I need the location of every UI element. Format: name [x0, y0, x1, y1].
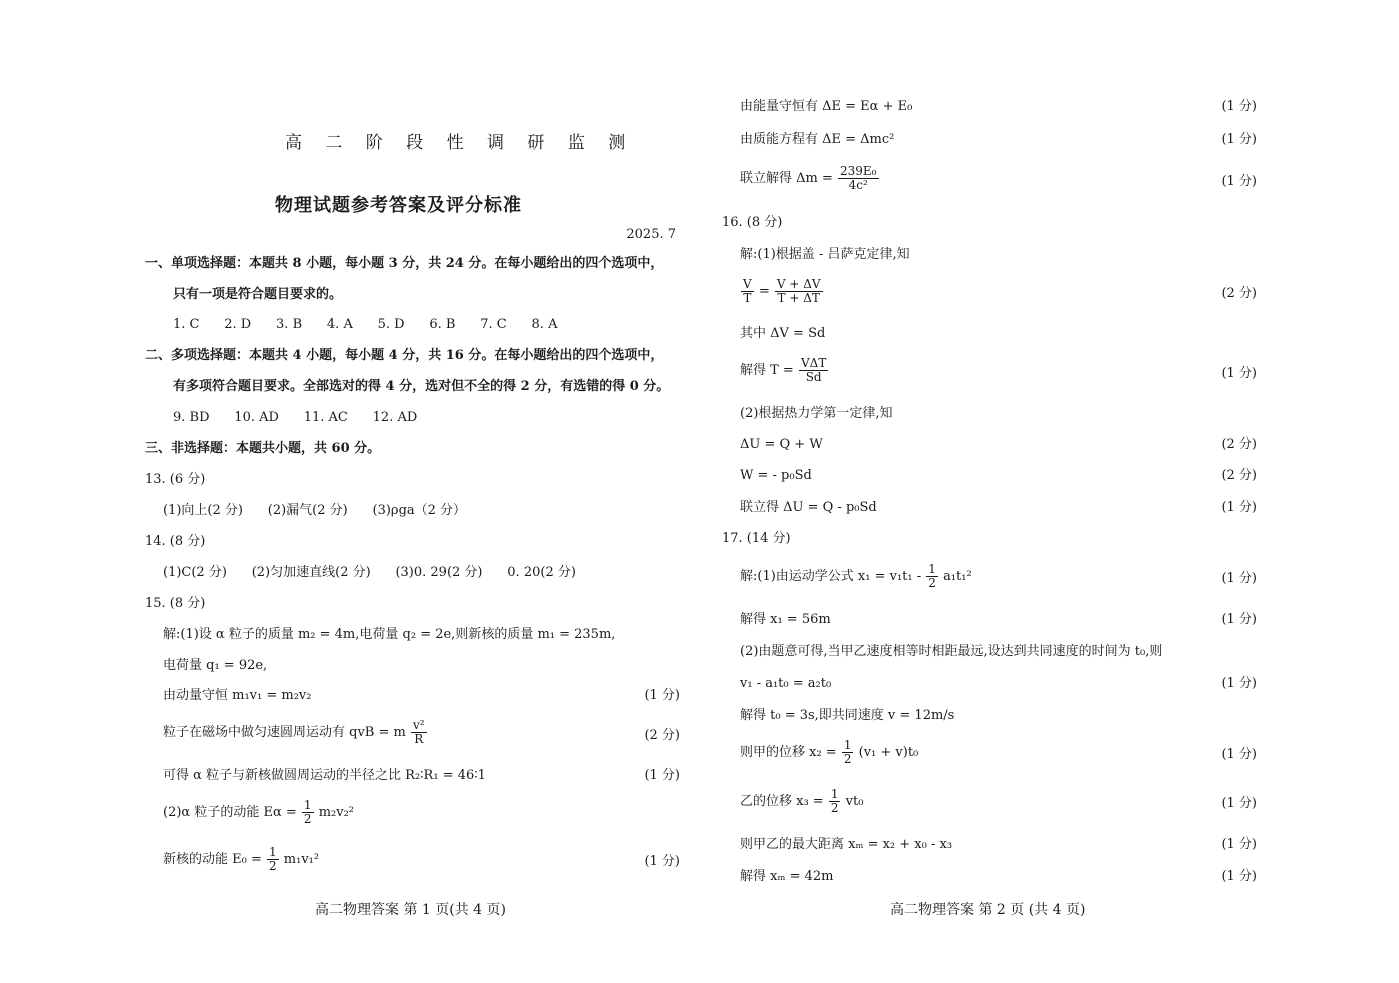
- q16-line1: 解:(1)根据盖 - 吕萨克定律,知: [740, 247, 910, 262]
- q17-line8: 则甲乙的最大距离 xₘ = x₂ + x₀ - x₃: [740, 837, 953, 852]
- q16-line2: [740, 278, 824, 305]
- q17-line4: v₁ - a₁t₀ = a₂t₀: [740, 676, 832, 691]
- q17-line7-tail: vt₀: [845, 794, 864, 809]
- q16-line8: 联立得 ΔU = Q - p₀Sd: [740, 500, 877, 515]
- q16-line7-score: (2 分): [1221, 468, 1257, 483]
- q15-line9: 由质能方程有 ΔE = Δmc²: [740, 132, 895, 147]
- section2-answers: 9. BD 10. AD 11. AC 12. AD: [173, 410, 418, 425]
- fraction: [838, 165, 878, 192]
- q15-line6-tail: m₂v₂²: [318, 805, 354, 820]
- fraction-num: 1: [303, 798, 312, 812]
- fraction-num: 1: [843, 738, 852, 752]
- q15-line5: 可得 α 粒子与新核做圆周运动的半径之比 R₂∶R₁ = 46∶1: [163, 768, 486, 783]
- fraction-den: R: [414, 732, 424, 746]
- q17-line1-score: (1 分): [1221, 571, 1257, 586]
- q15-line3: 由动量守恒 m₁v₁ = m₂v₂: [163, 688, 312, 703]
- q15-line10-score: (1 分): [1221, 174, 1257, 189]
- fraction-num: v²: [412, 718, 425, 732]
- document-title: 物理试题参考答案及评分标准: [275, 195, 522, 216]
- fraction-den: 4c²: [848, 178, 868, 192]
- exam-title: 高 二 阶 段 性 调 研 监 测: [285, 133, 635, 153]
- section3-heading: 三、非选择题：本题共小题，共 60 分。: [145, 441, 381, 456]
- q15-line8: 由能量守恒有 ΔE = Eα + E₀: [740, 99, 913, 114]
- fraction-half: [302, 799, 314, 826]
- fraction-half: [842, 739, 854, 766]
- q15-line4: [163, 719, 428, 746]
- q17-line2-score: (1 分): [1221, 612, 1257, 627]
- section1-heading-cont: 只有一项是符合题目要求的。: [173, 287, 343, 302]
- section1-heading: 一、单项选择题：本题共 8 小题，每小题 3 分，共 24 分。在每小题给出的四个选项中，: [145, 256, 664, 271]
- q17-line6-text: 则甲的位移 x₂ =: [740, 745, 837, 760]
- fraction-den: 2: [830, 801, 839, 815]
- q13-header: 13. (6 分): [145, 472, 206, 487]
- fraction-den: 2: [303, 812, 312, 826]
- q15-line8-score: (1 分): [1221, 99, 1257, 114]
- q16-line4-text: 解得 T =: [740, 363, 794, 378]
- q15-line7: [163, 846, 319, 873]
- page-footer-left: 高二物理答案 第 1 页(共 4 页): [315, 902, 506, 918]
- q14-header: 14. (8 分): [145, 534, 206, 549]
- q16-line6: ΔU = Q + W: [740, 437, 823, 452]
- q16-line7: W = - p₀Sd: [740, 468, 812, 483]
- q17-line6: [740, 739, 918, 766]
- q15-line6: [163, 799, 354, 826]
- fraction: [799, 357, 828, 384]
- q17-line9: 解得 xₘ = 42m: [740, 869, 834, 884]
- fraction-num: V + ΔV: [776, 277, 821, 291]
- fraction-num: V: [743, 277, 752, 291]
- q15-line5-score: (1 分): [644, 768, 680, 783]
- q17-line6-score: (1 分): [1221, 747, 1257, 762]
- q15-line6-text: (2)α 粒子的动能 Eα =: [163, 805, 297, 820]
- q17-line5: 解得 t₀ = 3s,即共同速度 v = 12m/s: [740, 708, 955, 723]
- q13-answer: (1)向上(2 分) (2)漏气(2 分) (3)ρga（2 分）: [163, 503, 467, 518]
- fraction: [775, 278, 823, 305]
- fraction: [741, 278, 754, 305]
- q17-line6-tail: (v₁ + v)t₀: [858, 745, 919, 760]
- q17-line8-score: (1 分): [1221, 837, 1257, 852]
- fraction-num: 239E₀: [840, 164, 877, 178]
- q15-header: 15. (8 分): [145, 596, 206, 611]
- q17-line7: [740, 788, 863, 815]
- q17-line2: 解得 x₁ = 56m: [740, 612, 831, 627]
- q16-line4: [740, 357, 829, 384]
- fraction-half: [829, 788, 841, 815]
- equals-sign: =: [758, 284, 770, 299]
- q17-line1-tail: a₁t₁²: [943, 569, 972, 584]
- q17-header: 17. (14 分): [722, 531, 791, 546]
- q17-line1-text: 解:(1)由运动学公式 x₁ = v₁t₁ -: [740, 569, 922, 584]
- q15-line7-score: (1 分): [644, 854, 680, 869]
- q16-line2-score: (2 分): [1221, 286, 1257, 301]
- q17-line3: (2)由题意可得,当甲乙速度相等时相距最远,设达到共同速度的时间为 t₀,则: [740, 644, 1163, 659]
- fraction-den: T: [743, 291, 752, 305]
- q17-line4-score: (1 分): [1221, 676, 1257, 691]
- q17-line7-text: 乙的位移 x₃ =: [740, 794, 824, 809]
- fraction: [411, 719, 427, 746]
- q16-line5: (2)根据热力学第一定律,知: [740, 406, 893, 421]
- q15-line2: 电荷量 q₁ = 92e,: [163, 658, 268, 673]
- q16-line3: 其中 ΔV = Sd: [740, 326, 826, 341]
- q15-line4-text: 粒子在磁场中做匀速圆周运动有 qvB = m: [163, 725, 406, 740]
- q16-line8-score: (1 分): [1221, 500, 1257, 515]
- q17-line1: [740, 563, 972, 590]
- fraction-den: 2: [269, 859, 277, 873]
- q15-line7-tail: m₁v₁²: [283, 852, 320, 867]
- fraction-half: [926, 563, 938, 590]
- fraction-num: 1: [269, 845, 277, 859]
- q15-line7-text: 新核的动能 E₀ =: [163, 852, 262, 867]
- q16-line6-score: (2 分): [1221, 437, 1257, 452]
- page-footer-right: 高二物理答案 第 2 页 (共 4 页): [890, 902, 1086, 918]
- fraction-num: VΔT: [800, 356, 827, 370]
- document-date: 2025. 7: [626, 227, 676, 242]
- fraction-den: 2: [843, 752, 852, 766]
- fraction-den: 2: [928, 576, 936, 590]
- q15-line4-score: (2 分): [644, 728, 680, 743]
- fraction-den: T + ΔT: [777, 291, 820, 305]
- q17-line9-score: (1 分): [1221, 869, 1257, 884]
- q15-line3-score: (1 分): [644, 688, 680, 703]
- section2-heading: 二、多项选择题：本题共 4 小题，每小题 4 分，共 16 分。在每小题给出的四个选项中，: [145, 348, 664, 363]
- q17-line7-score: (1 分): [1221, 796, 1257, 811]
- section2-heading-cont: 有多项符合题目要求。全部选对的得 4 分，选对但不全的得 2 分，有选错的得 0 分。: [173, 379, 670, 394]
- fraction-num: 1: [928, 562, 936, 576]
- q15-line10: [740, 165, 880, 192]
- q15-line10-text: 联立解得 Δm =: [740, 171, 833, 186]
- q16-line4-score: (1 分): [1221, 366, 1257, 381]
- q16-header: 16. (8 分): [722, 215, 783, 230]
- fraction-half: [267, 846, 279, 873]
- fraction-num: 1: [830, 787, 839, 801]
- q14-answer: (1)C(2 分) (2)匀加速直线(2 分) (3)0. 29(2 分) 0. 20(2 分): [163, 565, 576, 580]
- q15-line9-score: (1 分): [1221, 132, 1257, 147]
- section1-answers: 1. C 2. D 3. B 4. A 5. D 6. B 7. C 8. A: [173, 317, 558, 332]
- fraction-den: Sd: [805, 370, 822, 384]
- q15-line1: 解:(1)设 α 粒子的质量 m₂ = 4m,电荷量 q₂ = 2e,则新核的质量 m₁ = 235m,: [163, 627, 616, 642]
